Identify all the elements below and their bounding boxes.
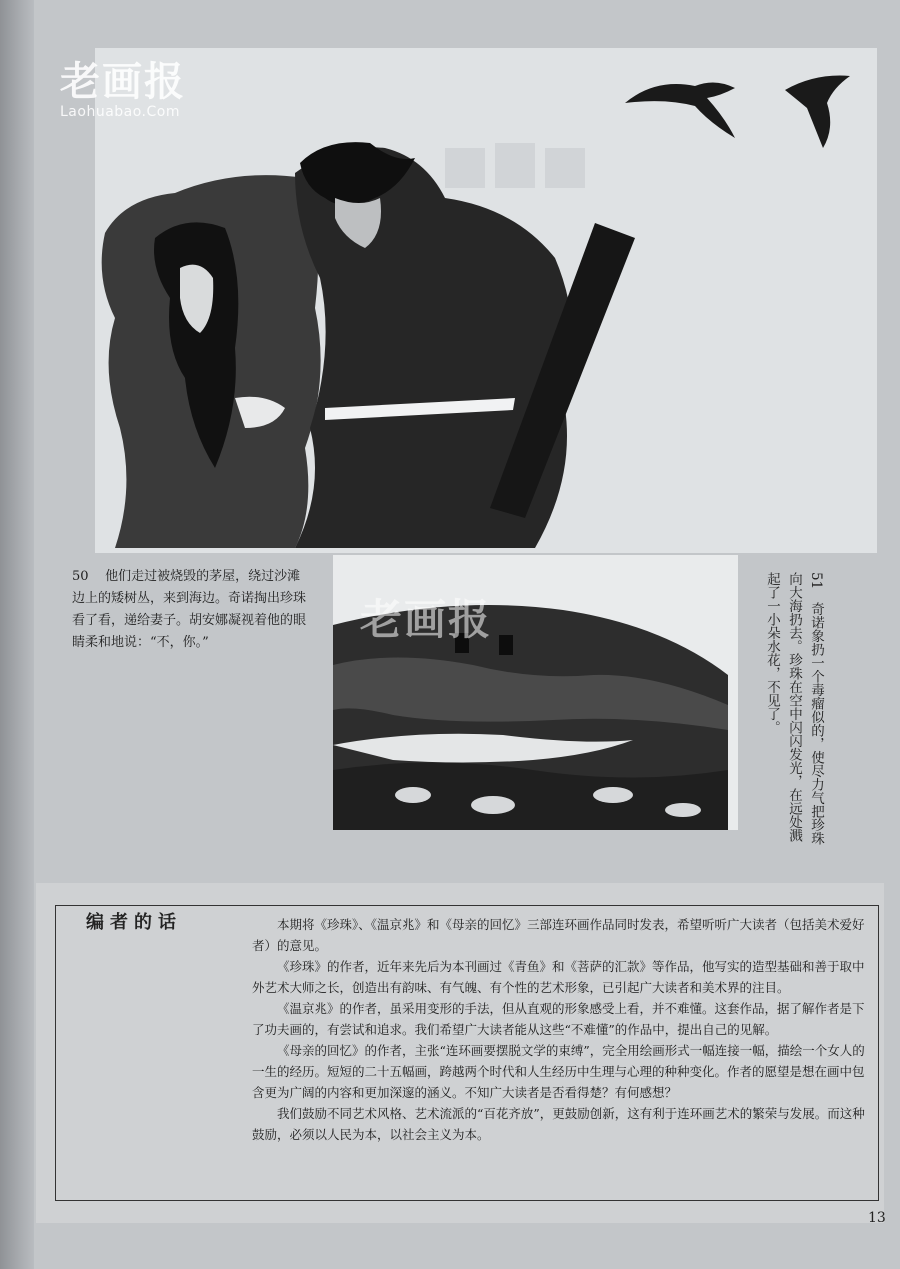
woman-figure (102, 175, 321, 548)
caption-number: 50 (72, 569, 89, 584)
caption-text: 他们走过被烧毁的茅屋，绕过沙滩边上的矮树丛，来到海边。奇诺掏出珍珠看了看，递给妻子。胡安娜凝视着他的眼睛柔和地说：“不，你。” (72, 569, 307, 650)
paragraph: 《母亲的回忆》的作者，主张“连环画要摆脱文学的束缚”，完全用绘画形式一幅连接一幅，描绘一个女人的一生的经历。短短的二十五幅画，跨越两个时代和人生经历中生理与心理的种种变化。作者的愿望是想在画中包含更为广阔的内容和更加深邃的涵义。不知广大读者是否看得楚？有何感想？ (252, 1043, 865, 1100)
watermark-middle: 老画报 (360, 595, 493, 644)
page-number: 13 (868, 1210, 886, 1226)
editor-note-title: 编者的话 (86, 912, 182, 933)
editor-note-body (252, 914, 870, 1145)
caption-51 (743, 572, 827, 852)
watermark-top (60, 60, 186, 120)
paragraph: 我们鼓励不同艺术风格、艺术流派的“百花齐放”，更鼓励创新，这有利于连环画艺术的繁荣与发展。而这种鼓励，必须以人民为本，以社会主义为本。 (252, 1106, 865, 1142)
watermark-url: Laohuabao.Com (60, 104, 180, 120)
paragraph: 《温京兆》的作者，虽采用变形的手法，但从直观的形象感受上看，并不难懂。这套作品，据了解作者是下了功夫画的，有尝试和追求。我们希望广大读者能从这些“不难懂”的作品中，提出自己的见解。 (252, 1001, 865, 1037)
caption-text: 奇诺象扔一个毒瘤似的，使尽力气把珍珠向大海扔去。珍珠在空中闪闪发光，在远处溅起了一小朵水花，不见了。 (764, 572, 824, 846)
caption-50 (72, 566, 312, 654)
watermark-name: 老画报 (60, 59, 186, 105)
illustration-couple (95, 48, 877, 553)
paragraph: 本期将《珍珠》、《温京兆》和《母亲的回忆》三部连环画作品同时发表，希望听听广大读者（包括美术爱好者）的意见。 (252, 917, 865, 953)
book-spine (0, 0, 35, 1269)
paragraph: 《珍珠》的作者，近年来先后为本刊画过《青鱼》和《菩萨的汇款》等作品，他写实的造型基础和善于取中外艺术大师之长，创造出有韵味、有气魄、有个性的艺术形象，已引起广大读者和美术界的注目。 (252, 959, 865, 995)
caption-number: 51 (808, 572, 824, 590)
